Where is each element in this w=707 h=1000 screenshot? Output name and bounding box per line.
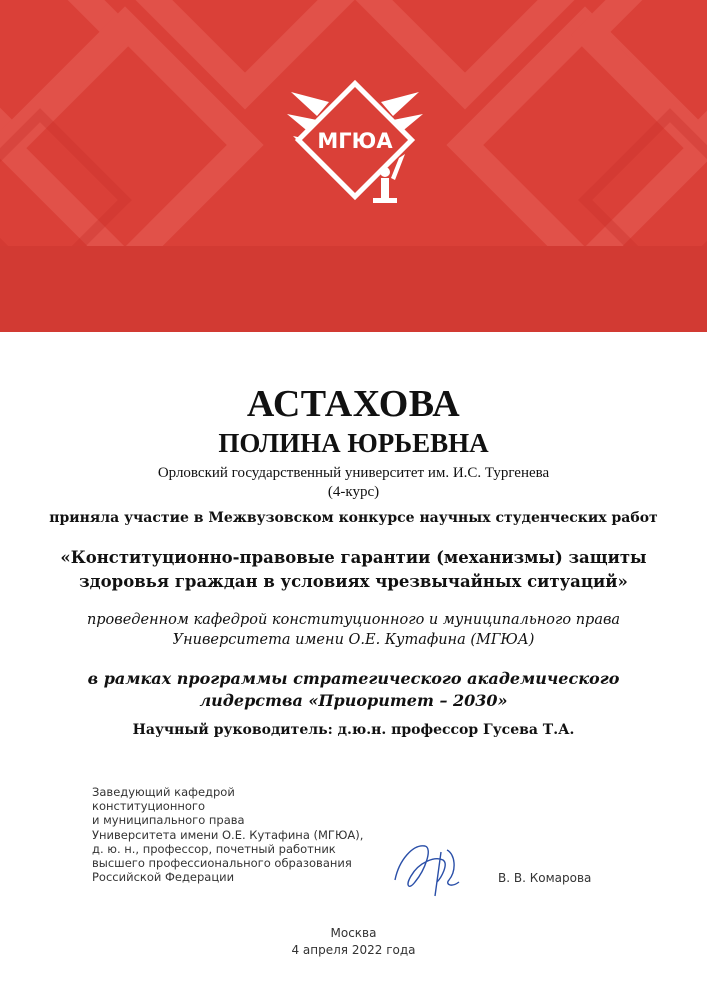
program-line-1: в рамках программы стратегического академического	[87, 669, 620, 688]
program-statement	[0, 668, 707, 712]
recipient-surname: АСТАХОВА	[246, 383, 461, 425]
recipient-given-names: ПОЛИНА ЮРЬЕВНА	[218, 428, 489, 458]
signer-title-line: высшего профессионального образования	[92, 856, 352, 871]
issue-date: 4 апреля 2022 года	[291, 943, 416, 957]
conducted-line-2: Университета имени О.Е. Кутафина (МГЮА)	[172, 632, 535, 648]
participation-statement: приняла участие в Межвузовском конкурсе научных студенческих работ	[49, 510, 658, 526]
work-title-line-2: здоровья граждан в условиях чрезвычайных ситуаций»	[79, 572, 628, 591]
signer-title-line: Российской Федерации	[92, 870, 235, 885]
signer-title	[92, 785, 392, 884]
mgua-logo	[277, 62, 433, 218]
city: Москва	[330, 926, 377, 940]
recipient-course: (4-курс)	[327, 484, 380, 500]
scientific-supervisor: Научный руководитель: д.ю.н. профессор Гусева Т.А.	[132, 722, 575, 738]
signer-title-line: Заведующий кафедрой	[92, 785, 235, 799]
signer-title-line: д. ю. н., профессор, почетный работник	[92, 841, 336, 856]
header-band	[0, 246, 707, 332]
work-title-line-1: «Конституционно-правовые гарантии (механизмы) защиты	[60, 548, 647, 567]
work-title	[0, 546, 707, 594]
certificate-header	[0, 0, 707, 332]
conducted-by	[0, 610, 707, 650]
signer-title-line: и муниципального права	[92, 813, 245, 828]
signer-title-line: Университета имени О.Е. Кутафина (МГЮА),	[92, 827, 364, 842]
recipient-university: Орловский государственный университет им. И.С. Тургенева	[157, 465, 550, 481]
signer-name: В. В. Комарова	[498, 871, 592, 885]
signer-title-line: конституционного	[92, 799, 205, 814]
program-line-2: лидерства «Приоритет – 2030»	[199, 691, 508, 710]
conducted-line-1: проведенном кафедрой конституционного и муниципального права	[86, 612, 621, 628]
signature-icon	[385, 830, 475, 900]
logo-text: МГЮА	[317, 129, 393, 153]
